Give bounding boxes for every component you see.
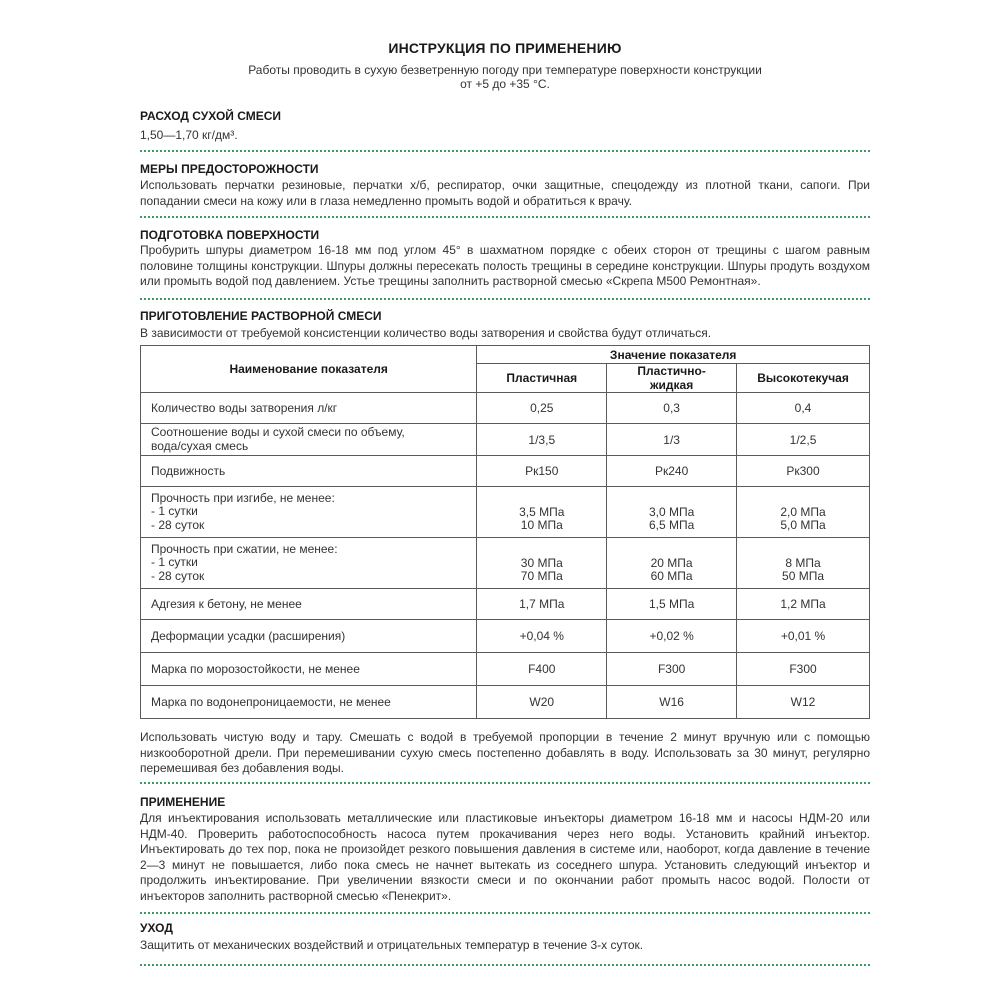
subheader-plastic: Пластичная: [477, 364, 607, 393]
table-row: [141, 653, 870, 686]
row-name-line: Соотношение воды и сухой смеси по объему,: [151, 425, 405, 439]
table-row: [141, 686, 870, 719]
row-name-line: Прочность при изгибе, не менее:: [151, 490, 335, 505]
row-name: Адгезия к бетону, не менее: [141, 589, 477, 620]
row-name: Марка по морозостойкости, не менее: [141, 653, 477, 686]
row-name-line: Прочность при сжатии, не менее:: [151, 541, 338, 556]
cell-value: [607, 538, 737, 589]
value-line: 50 МПа: [782, 569, 825, 583]
cell-value: F300: [737, 653, 870, 686]
precautions-text: Использовать перчатки резиновые, перчатки х/б, респиратор, очки защитные, спецодежду из плотной ткани, сапоги. При попадании смеси на кожу или в глаза немедленно промыть водой и обратиться к врачу.: [140, 178, 870, 208]
row-name-line: - 28 суток: [151, 568, 205, 583]
cell-value: +0,04 %: [477, 620, 607, 653]
section-divider: [140, 782, 870, 784]
cell-value: 0,4: [737, 393, 870, 424]
col-value-header: Значение показателя: [477, 346, 870, 364]
row-name: [141, 424, 477, 456]
row-name: [141, 487, 477, 538]
application-text: Для инъектирования использовать металлические или пластиковые инъекторы диаметром 16-18 мм и насосы НДМ-20 или НДМ-40. Проверить работоспособность насоса путем прокачивания через него воды. Установить крайний инъектор. Инъектировать до тех пор, пока не произойдет резкого повышения давления в системе или, наоборот, когда давление в течение 2—3 минут не повышается, либо пока смесь не начнет вытекать из соседнего шпура. Установить следующий инъектор и продолжить инъектирование. При увеличении вязкости смеси и по окончании работ промыть насос водой. Полости от инъекторов заполнить растворной смесью «Пенекрит».: [140, 811, 870, 903]
cell-value: +0,02 %: [607, 620, 737, 653]
row-name-line: - 28 суток: [151, 517, 205, 532]
row-name: Деформации усадки (расширения): [141, 620, 477, 653]
cell-value: W12: [737, 686, 870, 719]
value-line: 10 МПа: [520, 518, 563, 532]
row-name: Количество воды затворения л/кг: [141, 393, 477, 424]
subtitle-line-1: Работы проводить в сухую безветренную погоду при температуре поверхности конструкции: [248, 63, 762, 77]
cell-value: [477, 538, 607, 589]
consumption-text: 1,50—1,70 кг/дм³.: [140, 128, 238, 142]
col-name-header: Наименование показателя: [141, 346, 477, 393]
subtitle-line-2: от +5 до +35 °С.: [460, 77, 550, 91]
cell-value: 1,2 МПа: [737, 589, 870, 620]
mixing-intro: В зависимости от требуемой консистенции количество воды затворения и свойства будут отличаться.: [140, 326, 712, 340]
cell-value: [737, 538, 870, 589]
value-line: 70 МПа: [520, 569, 563, 583]
care-text: Защитить от механических воздействий и отрицательных температур в течение 3-х суток.: [140, 938, 644, 952]
table-row: [141, 393, 870, 424]
cell-value: [607, 487, 737, 538]
cell-value: 1/2,5: [737, 424, 870, 456]
cell-value: +0,01 %: [737, 620, 870, 653]
cell-value: 1,7 МПа: [477, 589, 607, 620]
value-line: 30 МПа: [520, 555, 563, 570]
page-subtitle: [140, 63, 870, 91]
value-line: 3,0 МПа: [648, 504, 695, 519]
value-line: 6,5 МПа: [648, 518, 695, 532]
surface-heading: ПОДГОТОВКА ПОВЕРХНОСТИ: [140, 228, 320, 242]
row-name-line: - 1 сутки: [151, 504, 198, 519]
cell-value: F400: [477, 653, 607, 686]
table-row: [141, 589, 870, 620]
cell-value: Рк300: [737, 456, 870, 487]
cell-value: 1,5 МПа: [607, 589, 737, 620]
mixing-text: Использовать чистую воду и тару. Смешать с водой в требуемой пропорции в течение 2 минут вручную или с помощью низкооборотной дрели. При перемешивании сухую смесь постепенно добавлять в воду. Использовать за 30 минут, регулярно перемешивая без добавления воды.: [140, 730, 870, 775]
application-heading: ПРИМЕНЕНИЕ: [140, 795, 226, 809]
row-name: Подвижность: [141, 456, 477, 487]
cell-value: 1/3: [607, 424, 737, 456]
table-row: [141, 620, 870, 653]
mixing-heading: ПРИГОТОВЛЕНИЕ РАСТВОРНОЙ СМЕСИ: [140, 309, 382, 323]
row-name: [141, 538, 477, 589]
cell-value: Рк240: [607, 456, 737, 487]
table-row: [141, 424, 870, 456]
subheader-high-flow: Высокотекучая: [737, 364, 870, 393]
surface-text: Пробурить шпуры диаметром 16-18 мм под углом 45° в шахматном порядке с обеих сторон от трещины с шагом равным половине толщины конструкции. Шпуры должны пересекать полость трещины в середине конструкции. Шпуры продуть воздухом или промыть водой под давлением. Устье трещины заполнить растворной смесью «Скрепа М500 Ремонтная».: [140, 243, 870, 288]
subheader-plastic-liquid: Пластично-жидкая: [607, 364, 737, 393]
table-row: [141, 487, 870, 538]
table-header-row: [141, 346, 870, 364]
page-title: ИНСТРУКЦИЯ ПО ПРИМЕНЕНИЮ: [388, 40, 622, 56]
cell-value: 1/3,5: [477, 424, 607, 456]
value-line: 20 МПа: [650, 555, 693, 570]
table-row: [141, 538, 870, 589]
consumption-heading: РАСХОД СУХОЙ СМЕСИ: [140, 109, 282, 123]
section-divider: [140, 298, 870, 300]
value-line: 60 МПа: [650, 569, 693, 583]
cell-value: W16: [607, 686, 737, 719]
value-line: 2,0 МПа: [780, 504, 826, 519]
care-heading: УХОД: [140, 921, 173, 935]
properties-table: [140, 345, 870, 719]
section-divider: [140, 216, 870, 218]
value-line: 5,0 МПа: [780, 518, 826, 532]
cell-value: [477, 487, 607, 538]
value-line: 3,5 МПа: [519, 504, 565, 519]
row-name: Марка по водонепроницаемости, не менее: [141, 686, 477, 719]
row-name-line: вода/сухая смесь: [151, 438, 249, 453]
section-divider: [140, 150, 870, 152]
cell-value: 0,25: [477, 393, 607, 424]
cell-value: F300: [607, 653, 737, 686]
section-divider: [140, 912, 870, 914]
precautions-heading: МЕРЫ ПРЕДОСТОРОЖНОСТИ: [140, 162, 319, 176]
section-divider: [140, 964, 870, 966]
table-row: [141, 456, 870, 487]
cell-value: W20: [477, 686, 607, 719]
cell-value: Рк150: [477, 456, 607, 487]
cell-value: [737, 487, 870, 538]
row-name-line: - 1 сутки: [151, 555, 198, 570]
cell-value: 0,3: [607, 393, 737, 424]
value-line: 8 МПа: [785, 555, 821, 570]
